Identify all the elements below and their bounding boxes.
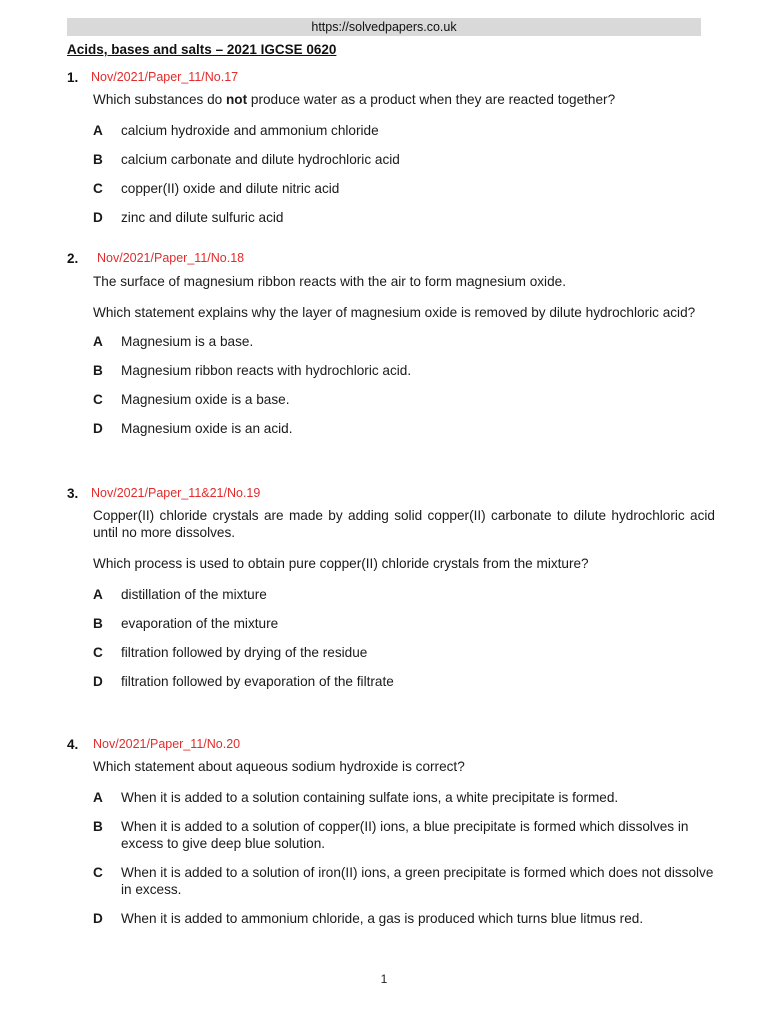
option-letter: C (93, 865, 103, 880)
option-text: When it is added to a solution of iron(II) ions, a green precipitate is formed which does not dissolve in excess. (121, 865, 714, 897)
option-text: distillation of the mixture (121, 587, 267, 602)
option-d (93, 673, 727, 690)
option-text: calcium hydroxide and ammonium chloride (121, 123, 379, 138)
option-letter: D (93, 421, 103, 436)
question-number: 4. (67, 737, 79, 752)
option-b (93, 818, 727, 852)
option-d (93, 209, 727, 226)
header-url-bar (67, 18, 701, 36)
document-title: Acids, bases and salts – 2021 IGCSE 0620 (67, 42, 337, 57)
option-text: filtration followed by evaporation of the filtrate (121, 674, 394, 689)
option-letter: A (93, 123, 103, 138)
question-reference: Nov/2021/Paper_11/No.17 (91, 70, 239, 84)
option-c (93, 864, 727, 898)
option-text: Magnesium oxide is an acid. (121, 421, 293, 436)
option-letter: B (93, 616, 103, 631)
option-d (93, 420, 727, 437)
option-letter: C (93, 181, 103, 196)
question-number: 1. (67, 70, 79, 85)
page-number: 1 (380, 972, 388, 986)
option-a (93, 122, 727, 139)
question-stem: Which statement explains why the layer of magnesium oxide is removed by dilute hydrochloric acid? (93, 305, 696, 320)
option-text: Magnesium is a base. (121, 334, 254, 349)
option-c (93, 180, 727, 197)
option-text: zinc and dilute sulfuric acid (121, 210, 284, 225)
option-c (93, 391, 727, 408)
option-text: Magnesium ribbon reacts with hydrochloric acid. (121, 363, 412, 378)
question-reference: Nov/2021/Paper_11/No.20 (93, 737, 241, 751)
option-d (93, 910, 727, 927)
option-letter: C (93, 392, 103, 407)
option-letter: B (93, 819, 103, 834)
option-letter: C (93, 645, 103, 660)
question-stem: The surface of magnesium ribbon reacts with the air to form magnesium oxide. (93, 274, 566, 289)
option-text: filtration followed by drying of the residue (121, 645, 368, 660)
question-stem: Which substances do not produce water as a product when they are reacted together? (93, 92, 616, 107)
option-text: When it is added to a solution containing sulfate ions, a white precipitate is formed. (121, 790, 619, 805)
option-text: copper(II) oxide and dilute nitric acid (121, 181, 340, 196)
option-letter: D (93, 210, 103, 225)
question-reference: Nov/2021/Paper_11&21/No.19 (91, 486, 261, 500)
option-b (93, 362, 727, 379)
option-text: evaporation of the mixture (121, 616, 279, 631)
option-text: When it is added to a solution of copper(II) ions, a blue precipitate is formed which dissolves in excess to give deep blue solution. (121, 819, 689, 851)
emphasis-not: not (225, 92, 248, 107)
question-2 (67, 251, 727, 437)
option-letter: D (93, 911, 103, 926)
option-text: calcium carbonate and dilute hydrochloric acid (121, 152, 400, 167)
option-text: When it is added to ammonium chloride, a gas is produced which turns blue litmus red. (121, 911, 644, 926)
question-3 (67, 486, 727, 690)
question-1 (67, 70, 727, 226)
option-b (93, 615, 727, 632)
option-a (93, 586, 727, 603)
question-stem: Which process is used to obtain pure copper(II) chloride crystals from the mixture? (93, 556, 589, 571)
option-c (93, 644, 727, 661)
option-a (93, 789, 727, 806)
question-reference: Nov/2021/Paper_11/No.18 (97, 251, 245, 265)
question-number: 2. (67, 251, 79, 266)
option-text: Magnesium oxide is a base. (121, 392, 290, 407)
option-letter: A (93, 587, 103, 602)
option-letter: A (93, 334, 103, 349)
option-letter: D (93, 674, 103, 689)
question-number: 3. (67, 486, 79, 501)
option-a (93, 333, 727, 350)
option-letter: B (93, 152, 103, 167)
header-url[interactable]: https://solvedpapers.co.uk (311, 20, 457, 34)
question-stem: Which statement about aqueous sodium hydroxide is correct? (93, 759, 465, 774)
option-b (93, 151, 727, 168)
option-letter: A (93, 790, 103, 805)
question-4 (67, 737, 727, 927)
question-stem: Copper(II) chloride crystals are made by adding solid copper(II) carbonate to dilute hydrochloric acid until no more dissolves. (93, 508, 715, 540)
option-letter: B (93, 363, 103, 378)
